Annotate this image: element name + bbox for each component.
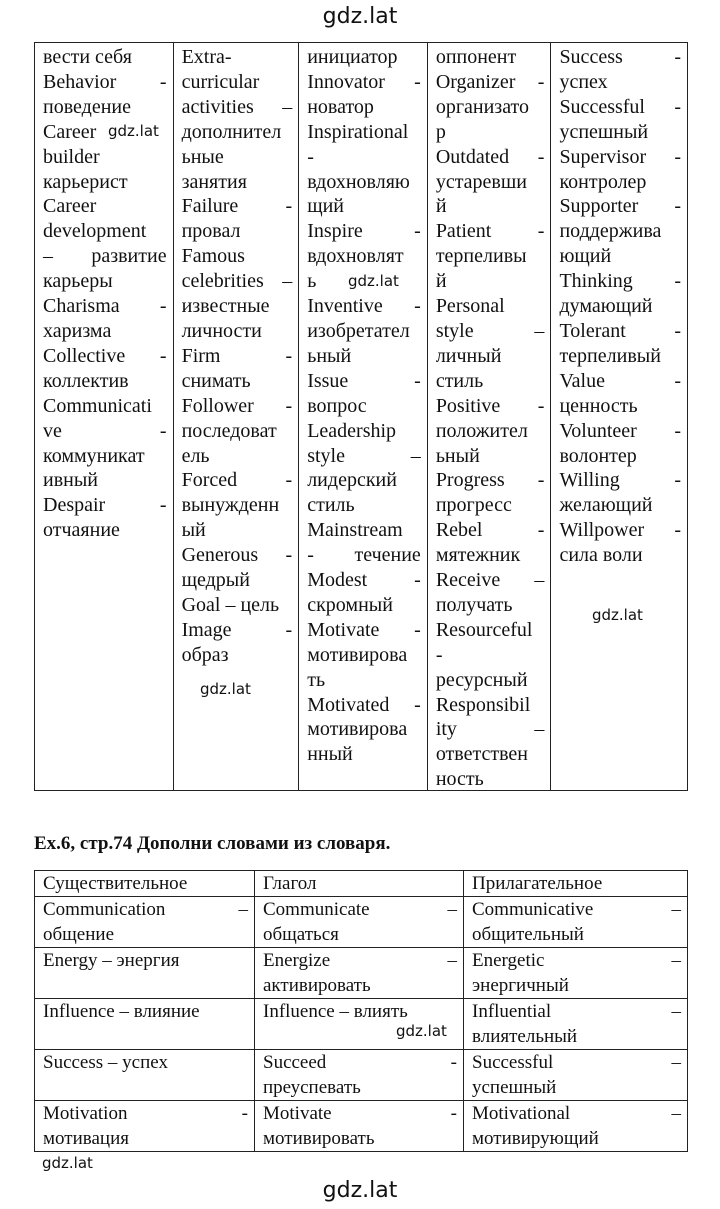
vocab-line: ответствен <box>435 743 528 766</box>
cell-word: Succeed <box>263 1052 327 1073</box>
vocab-line: терпеливый <box>559 344 661 367</box>
table-row <box>35 1050 688 1101</box>
vocab-line: терпеливы <box>435 245 527 268</box>
table-cell <box>464 999 688 1050</box>
table-header-cell: Существительное <box>35 871 255 897</box>
cell-dash: – <box>671 950 681 971</box>
vocab-line: думающий <box>559 295 653 318</box>
vocab-line: – развитие <box>43 245 167 268</box>
cell-translation: активировать <box>263 975 371 996</box>
cell-dash: - <box>450 1052 457 1073</box>
table-cell <box>255 948 464 999</box>
cell-word: Energize <box>263 950 331 971</box>
cell-translation: влиятельный <box>472 1026 578 1047</box>
table-cell <box>35 948 255 999</box>
vocab-line: вопрос <box>307 394 367 417</box>
vocab-line: Progress - <box>435 469 545 492</box>
cell-word: Success – успех <box>43 1052 168 1073</box>
vocab-line: ющий <box>559 245 612 268</box>
vocab-line: вынужденн <box>181 494 280 517</box>
cell-translation: общаться <box>263 924 339 945</box>
vocab-line: щедрый <box>181 569 250 592</box>
vocab-line: Personal <box>435 295 505 318</box>
vocab-line: Charisma - <box>43 295 167 318</box>
table-row <box>35 1101 688 1152</box>
vocab-line: вдохновляю <box>307 170 410 193</box>
vocab-line: й <box>435 270 447 293</box>
vocab-line: личный <box>435 344 502 367</box>
vocab-line: мятежник <box>435 544 521 567</box>
vocab-line: Rebel - <box>435 519 545 542</box>
watermark-bottom: gdz.lat <box>322 1178 398 1203</box>
vocab-line: ьные <box>181 145 224 168</box>
cell-word: Successful <box>472 1052 554 1073</box>
vocab-line: ity – <box>435 718 545 741</box>
vocab-line: ель <box>181 444 210 467</box>
table-cell <box>464 897 688 948</box>
vocab-line: Famous <box>181 245 245 268</box>
vocab-line: Supervisor - <box>559 145 682 168</box>
vocab-line: Image - <box>181 618 293 641</box>
vocab-line: Extra- <box>181 46 232 68</box>
vocab-line: й <box>435 195 447 218</box>
vocab-line: положител <box>435 419 528 442</box>
vocab-line: Willing - <box>559 469 682 492</box>
vocab-line: - течение <box>307 544 421 567</box>
vocab-column-5 <box>551 43 687 790</box>
vocab-line: последоват <box>181 419 277 442</box>
vocab-line: Issue - <box>307 369 421 392</box>
vocab-line: организато <box>435 95 530 118</box>
vocab-line: ивный <box>43 469 98 492</box>
vocab-line: новатор <box>307 95 374 118</box>
cell-word: Communication <box>43 899 166 920</box>
vocab-line: образ <box>181 643 229 666</box>
vocab-line: карьерист <box>43 170 128 193</box>
vocab-line: изобретател <box>307 319 410 342</box>
vocab-line: celebrities – <box>181 270 293 293</box>
cell-word: Motivational <box>472 1103 571 1124</box>
vocab-line: карьеры <box>43 270 113 293</box>
cell-translation: мотивировать <box>263 1128 375 1149</box>
vocab-line: занятия <box>181 170 247 193</box>
vocab-line: успешный <box>559 120 649 143</box>
cell-dash: – <box>671 1052 681 1073</box>
cell-translation: энергичный <box>472 975 569 996</box>
vocab-line: ресурсный <box>435 668 528 691</box>
vocab-line: вести себя <box>43 46 132 68</box>
cell-translation: общительный <box>472 924 584 945</box>
cell-translation: мотивирующий <box>472 1128 599 1149</box>
table-header-cell: Прилагательное <box>464 871 688 897</box>
vocab-line: development <box>43 220 147 243</box>
cell-word: Influence – влияние <box>43 1001 200 1022</box>
vocab-line: Follower - <box>181 394 293 417</box>
vocab-line: Receive – <box>435 569 545 592</box>
vocab-line: - <box>307 145 314 168</box>
vocab-line: Career <box>43 195 97 218</box>
vocab-line: успех <box>559 70 608 93</box>
vocab-line: щий <box>307 195 345 218</box>
table-header-cell: Глагол <box>255 871 464 897</box>
vocab-line: Value - <box>559 369 682 392</box>
vocab-line: ть <box>307 668 326 691</box>
vocab-line: ьный <box>435 444 480 467</box>
vocab-line: Supporter - <box>559 195 682 218</box>
vocab-line: Inventive - <box>307 295 421 318</box>
vocab-line: харизма <box>43 319 112 342</box>
vocab-line: нный <box>307 743 353 766</box>
vocab-line: style – <box>307 444 421 467</box>
vocab-line: дополнител <box>181 120 282 143</box>
cell-dash: – <box>671 1103 681 1124</box>
vocab-column-2 <box>174 43 300 790</box>
cell-word: Communicate <box>263 899 370 920</box>
cell-word: Motivation <box>43 1103 128 1124</box>
vocab-line: Inspire - <box>307 220 421 243</box>
vocab-line: - <box>435 643 443 666</box>
cell-translation: успешный <box>472 1077 557 1098</box>
vocab-line: Responsibil <box>435 693 531 716</box>
word-forms-table <box>34 870 688 1152</box>
cell-dash: – <box>671 1001 681 1022</box>
table-row <box>35 897 688 948</box>
vocab-line: ve - <box>43 419 167 442</box>
vocab-line: устаревши <box>435 170 527 193</box>
cell-word: Communicative <box>472 899 594 920</box>
table-row <box>35 948 688 999</box>
vocab-line: оппонент <box>435 46 517 68</box>
vocab-line: Positive - <box>435 394 545 417</box>
vocab-line: Career <box>43 120 97 143</box>
vocab-line: builder <box>43 145 100 168</box>
table-cell <box>255 1101 464 1152</box>
vocab-line: activities – <box>181 95 293 118</box>
vocab-line: контролер <box>559 170 647 193</box>
vocab-line: Success - <box>559 46 682 68</box>
watermark-small: gdz.lat <box>108 122 159 140</box>
vocab-line: curricular <box>181 70 260 93</box>
table-cell <box>35 1050 255 1101</box>
vocab-column-1 <box>35 43 174 790</box>
vocab-line: Organizer - <box>435 70 545 93</box>
vocab-line: волонтер <box>559 444 637 467</box>
vocab-line: Inspirational <box>307 120 409 143</box>
vocab-line: Behavior - <box>43 70 167 93</box>
vocab-line: поддержива <box>559 220 662 243</box>
vocab-line: известные <box>181 295 270 318</box>
vocab-line: отчаяние <box>43 519 120 542</box>
cell-translation: преуспевать <box>263 1077 361 1098</box>
table-header-row <box>35 871 688 897</box>
vocab-line: стиль <box>435 369 484 392</box>
vocab-line: style – <box>435 319 545 342</box>
cell-dash: - <box>450 1103 457 1124</box>
vocab-line: Tolerant - <box>559 319 682 342</box>
cell-dash: – <box>447 899 457 920</box>
vocab-line: ьный <box>307 344 352 367</box>
vocab-line: Despair - <box>43 494 167 517</box>
vocab-line: коллектив <box>43 369 129 392</box>
vocab-line: стиль <box>307 494 355 517</box>
watermark-top: gdz.lat <box>322 4 398 29</box>
vocab-line: вдохновлят <box>307 245 404 268</box>
vocab-line: Motivate - <box>307 618 421 641</box>
cell-dash: – <box>671 899 681 920</box>
vocab-line: поведение <box>43 95 131 118</box>
table-row <box>35 999 688 1050</box>
vocab-line: Innovator - <box>307 70 421 93</box>
table-cell <box>35 1101 255 1152</box>
vocab-line: инициатор <box>307 46 398 68</box>
vocab-line: Outdated - <box>435 145 545 168</box>
vocab-line: ценность <box>559 394 638 417</box>
vocab-line: снимать <box>181 369 251 392</box>
table-cell <box>35 999 255 1050</box>
vocab-line: Volunteer - <box>559 419 682 442</box>
vocab-line: мотивирова <box>307 718 408 741</box>
cell-word: Energy – энергия <box>43 950 180 971</box>
exercise-heading: Ex.6, стр.74 Дополни словами из словаря. <box>34 833 391 854</box>
watermark-small: gdz.lat <box>396 1022 447 1040</box>
cell-translation: мотивация <box>43 1128 129 1149</box>
watermark-small: gdz.lat <box>200 680 251 698</box>
vocab-line: Motivated - <box>307 693 421 716</box>
vocab-column-4 <box>428 43 552 790</box>
vocab-line: Resourceful <box>435 618 533 641</box>
vocab-line: желающий <box>559 494 653 517</box>
table-cell <box>464 1050 688 1101</box>
vocab-line: прогресс <box>435 494 512 517</box>
vocab-line: Patient - <box>435 220 545 243</box>
table-cell <box>464 948 688 999</box>
vocab-line: ый <box>181 519 206 542</box>
vocabulary-grid <box>34 42 688 791</box>
vocab-line: Willpower - <box>559 519 682 542</box>
vocab-column-3 <box>299 43 428 790</box>
cell-word: Influential <box>472 1001 552 1022</box>
vocab-line: Goal – цель <box>181 593 280 616</box>
vocab-line: Thinking - <box>559 270 682 293</box>
vocab-line: Forced - <box>181 469 293 492</box>
vocab-line: ность <box>435 768 484 790</box>
cell-word: Energetic <box>472 950 545 971</box>
cell-word: Motivate <box>263 1103 332 1124</box>
vocab-line: получать <box>435 593 513 616</box>
table-cell <box>255 897 464 948</box>
vocab-line: сила воли <box>559 544 643 567</box>
vocab-line: Collective - <box>43 344 167 367</box>
vocab-line: коммуникат <box>43 444 145 467</box>
vocab-line: Failure - <box>181 195 293 218</box>
vocab-line: скромный <box>307 593 393 616</box>
vocab-line: Modest - <box>307 569 421 592</box>
cell-word: Influence – влиять <box>263 1001 408 1022</box>
vocab-line: мотивирова <box>307 643 408 666</box>
vocab-line: ь <box>307 270 317 293</box>
vocab-line: личности <box>181 319 262 342</box>
vocab-line: Successful - <box>559 95 682 118</box>
cell-translation: общение <box>43 924 114 945</box>
table-cell <box>255 1050 464 1101</box>
cell-dash: - <box>241 1103 248 1124</box>
vocab-line: Firm - <box>181 344 293 367</box>
table-cell <box>35 897 255 948</box>
vocab-line: Leadership <box>307 419 397 442</box>
watermark-small: gdz.lat <box>592 606 643 624</box>
vocab-line: р <box>435 120 446 143</box>
vocab-line: Mainstream <box>307 519 403 542</box>
vocab-line: Communicati <box>43 394 152 417</box>
table-cell <box>464 1101 688 1152</box>
vocab-line: провал <box>181 220 241 243</box>
vocab-line: лидерский <box>307 469 397 492</box>
cell-dash: – <box>238 899 248 920</box>
vocab-line: Generous - <box>181 544 293 567</box>
watermark-small: gdz.lat <box>348 272 399 290</box>
watermark-small: gdz.lat <box>42 1154 93 1172</box>
cell-dash: – <box>447 950 457 971</box>
